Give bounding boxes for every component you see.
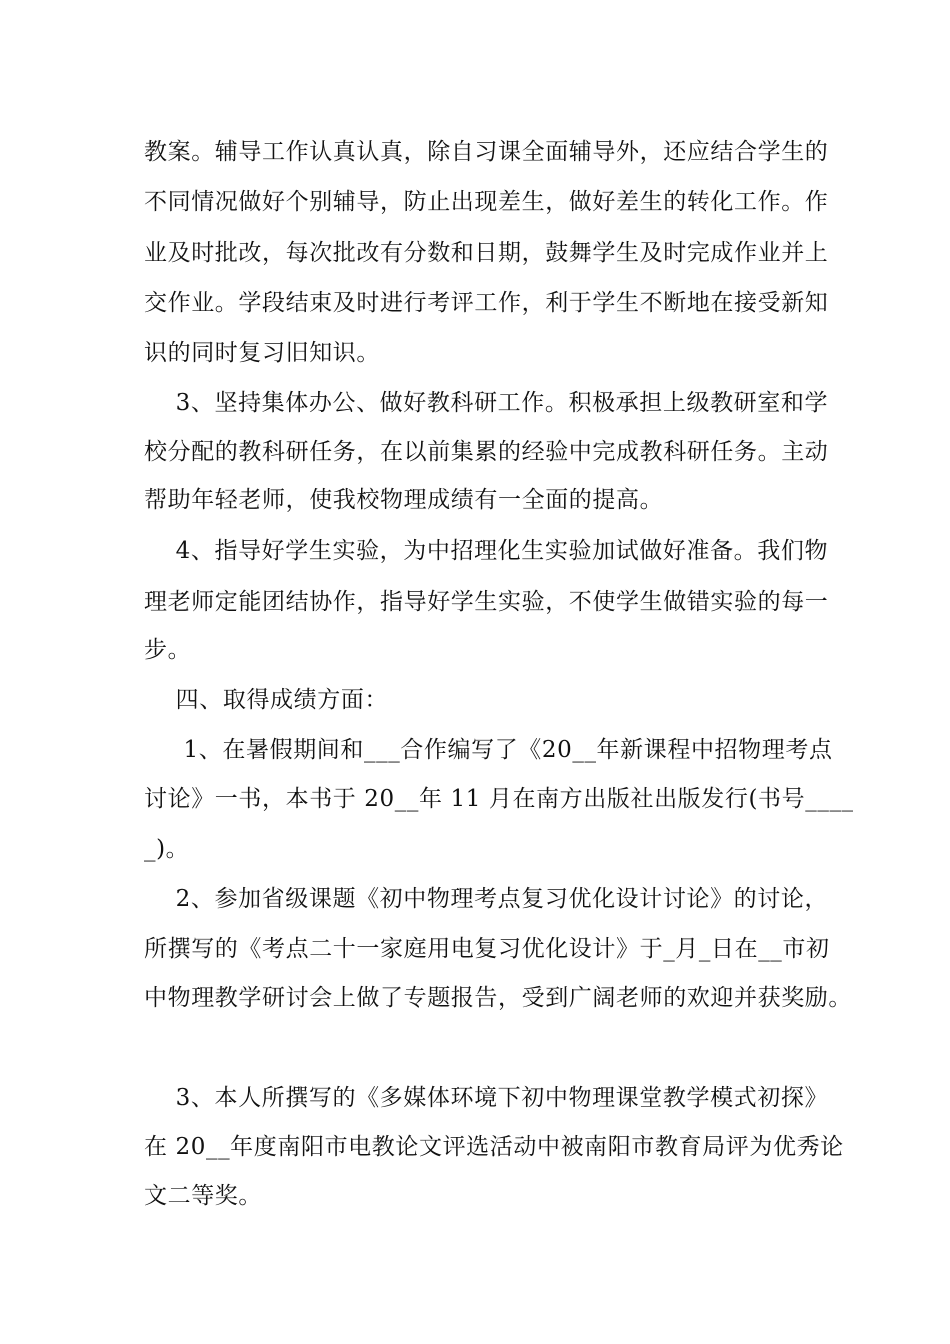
- text-line: 讨论》一书，本书于 20__年 11 月在南方出版社出版发行(书号____: [144, 786, 854, 812]
- text-line: 中物理教学研讨会上做了专题报告，受到广阔老师的欢迎并获奖励。: [144, 985, 852, 1011]
- text-line: 校分配的教科研任务，在以前集累的经验中完成教科研任务。主动: [144, 439, 829, 465]
- text-line: 1、在暑假期间和___合作编写了《20__年新课程中招物理考点: [144, 737, 833, 763]
- text-line: 3、本人所撰写的《多媒体环境下初中物理课堂教学模式初探》: [144, 1085, 829, 1111]
- text-line: 4、指导好学生实验，为中招理化生实验加试做好准备。我们物: [144, 538, 829, 564]
- text-line: 理老师定能团结协作，指导好学生实验，不使学生做错实验的每一: [144, 589, 829, 615]
- text-line: 教案。辅导工作认真认真，除自习课全面辅导外，还应结合学生的: [144, 139, 829, 165]
- text-line: 在 20__年度南阳市电教论文评选活动中被南阳市教育局评为优秀论: [144, 1134, 844, 1160]
- text-line: 业及时批改，每次批改有分数和日期，鼓舞学生及时完成作业并上: [144, 240, 829, 266]
- text-line: 不同情况做好个别辅导，防止出现差生，做好差生的转化工作。作: [144, 189, 829, 215]
- text-line: 四、取得成绩方面：: [144, 687, 389, 713]
- text-line: 交作业。学段结束及时进行考评工作，利于学生不断地在接受新知: [144, 290, 829, 316]
- text-line: 帮助年轻老师，使我校物理成绩有一全面的提高。: [144, 487, 664, 513]
- text-line: 文二等奖。: [144, 1183, 262, 1209]
- text-line: 识的同时复习旧知识。: [144, 340, 380, 366]
- text-line: 3、坚持集体办公、做好教科研工作。积极承担上级教研室和学: [144, 390, 829, 416]
- text-line: 步。: [144, 637, 192, 663]
- text-line: 2、参加省级课题《初中物理考点复习优化设计讨论》的讨论，: [144, 886, 829, 912]
- text-line: 所撰写的《考点二十一家庭用电复习优化设计》于_月_日在__市初: [144, 936, 830, 962]
- text-line: _)。: [144, 836, 190, 862]
